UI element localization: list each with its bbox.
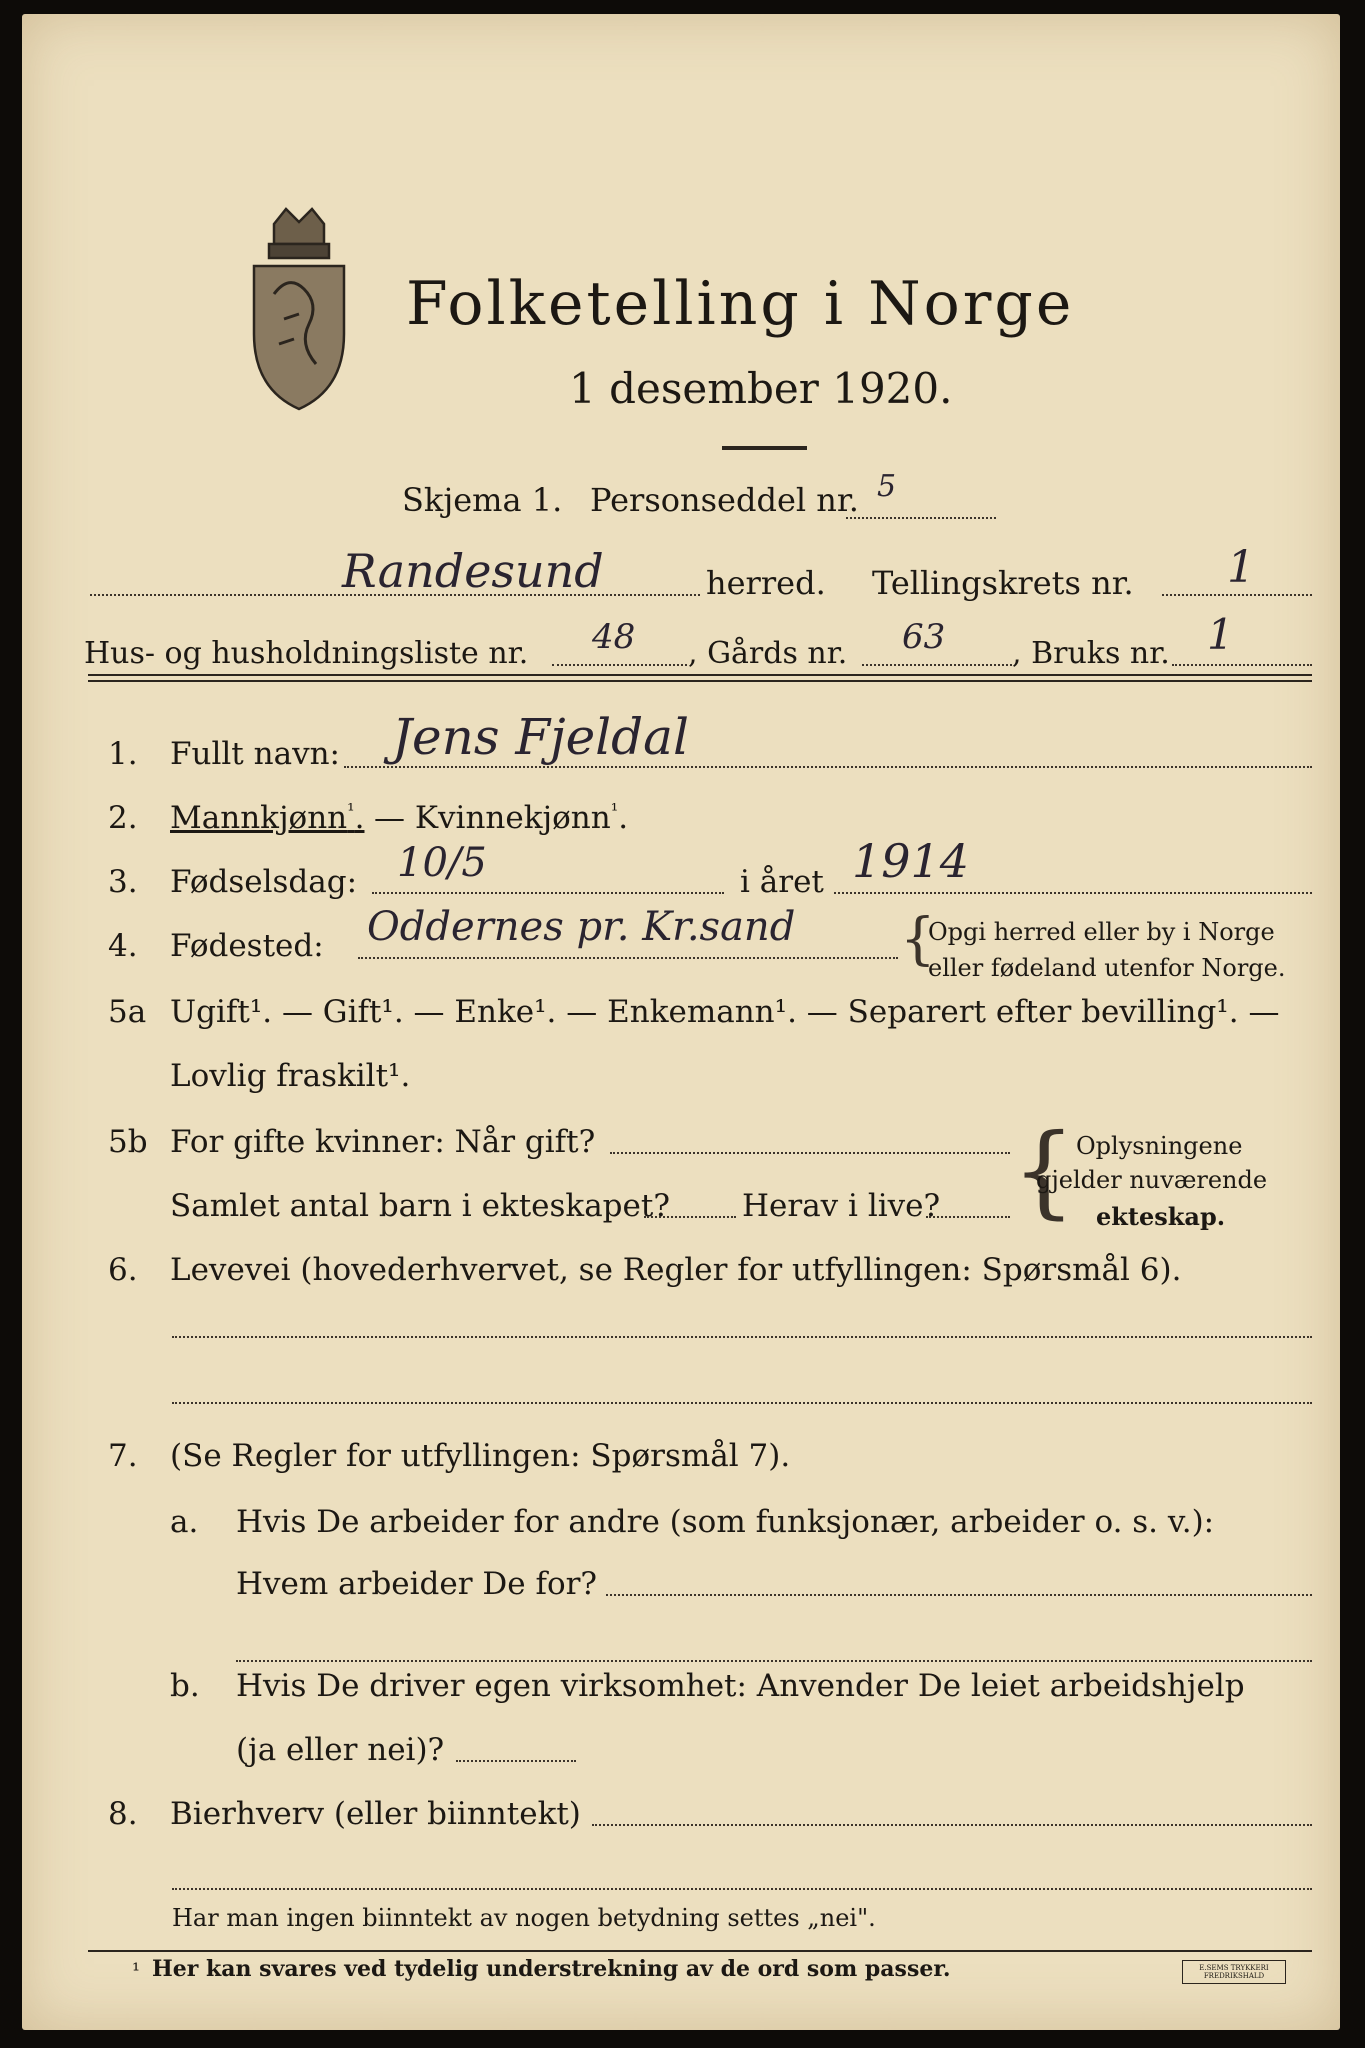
q5b-note-line1: Oplysningene	[1076, 1132, 1243, 1160]
q7a-line2: Hvem arbeider De for?	[236, 1566, 598, 1602]
q6-label: Levevei (hovederhvervet, se Regler for utfyllingen: Spørsmål 6).	[170, 1252, 1182, 1288]
q5a-line1[interactable]: Ugift¹. — Gift¹. — Enke¹. — Enkemann¹. — Separert efter bevilling¹. —	[170, 994, 1280, 1030]
q7b-field-line	[456, 1760, 576, 1762]
q2-mann-text: Mannkjønn	[170, 800, 348, 836]
q5b-note-line3: ekteskap.	[1096, 1202, 1226, 1231]
header-divider-2	[88, 680, 1312, 682]
footnote-mark: ¹	[132, 1958, 141, 1982]
personseddel-field-line	[846, 517, 996, 519]
herred-value[interactable]: Randesund	[342, 544, 604, 598]
q4-label: Fødested:	[170, 928, 324, 964]
q6-field-line-2	[172, 1402, 1312, 1404]
q7a-field-line-2	[236, 1660, 1312, 1662]
q4-field-line	[358, 957, 898, 959]
footnote-text: Her kan svares ved tydelig understrekning av de ord som passer.	[152, 1956, 951, 1982]
q8-field-line-1	[592, 1824, 1312, 1826]
hus-value[interactable]: 48	[592, 617, 636, 657]
gards-field-line	[862, 664, 1012, 666]
personseddel-value[interactable]: 5	[877, 469, 897, 504]
gards-label: , Gårds nr.	[688, 636, 848, 671]
q6-field-line-1	[172, 1336, 1312, 1338]
q5b-line1: For gifte kvinner: Når gift?	[170, 1124, 596, 1160]
hus-field-line	[552, 664, 687, 666]
q7b-number: b.	[170, 1668, 200, 1704]
q5a-number: 5a	[108, 994, 147, 1030]
q2-kvinne-option[interactable]	[374, 800, 628, 836]
tellingskrets-field-line	[1162, 594, 1312, 596]
q4-value[interactable]: Oddernes pr. Kr.sand	[367, 904, 796, 950]
form-title: Folketelling i Norge	[406, 269, 1075, 339]
q5b-line2a: Samlet antal barn i ekteskapet?	[170, 1188, 670, 1224]
header-divider	[88, 674, 1312, 676]
q8-label: Bierhverv (eller biinntekt)	[170, 1796, 581, 1832]
gards-value[interactable]: 63	[902, 617, 946, 657]
skjema-label: Skjema 1.	[402, 481, 563, 519]
q1-label: Fullt navn:	[170, 736, 340, 772]
q3-aar-label: i året	[740, 864, 824, 900]
q5b-line2b: Herav i live?	[742, 1188, 941, 1224]
tellingskrets-label: Tellingskrets nr.	[872, 564, 1134, 602]
q1-value[interactable]: Jens Fjeldal	[392, 708, 689, 766]
bruks-value[interactable]: 1	[1207, 610, 1234, 659]
q4-note-line2: eller fødeland utenfor Norge.	[928, 954, 1286, 982]
q7b-line1: Hvis De driver egen virksomhet: Anvender De leiet arbeidshjelp	[236, 1668, 1245, 1704]
q5a-line2[interactable]: Lovlig fraskilt¹.	[170, 1058, 411, 1094]
q2-separator: .	[354, 800, 365, 836]
q3-field-line	[372, 892, 724, 894]
q8-number: 8.	[108, 1796, 138, 1832]
q4-note-line1: Opgi herred eller by i Norge	[928, 918, 1275, 946]
q2-number: 2.	[108, 800, 138, 836]
footer-note: Har man ingen biinntekt av nogen betydning settes „nei".	[172, 1904, 876, 1932]
q8-field-line-2	[172, 1888, 1312, 1890]
q3-aar-field-line	[834, 892, 1312, 894]
q2-mann-option[interactable]	[170, 800, 364, 836]
q4-number: 4.	[108, 928, 138, 964]
q6-number: 6.	[108, 1252, 138, 1288]
q5b-brace: {	[1012, 1112, 1076, 1229]
q3-number: 3.	[108, 864, 138, 900]
q1-field-line	[344, 766, 1312, 768]
q7-label: (Se Regler for utfyllingen: Spørsmål 7).	[170, 1438, 791, 1474]
bruks-field-line	[1172, 664, 1312, 666]
q5b-live-field-line	[926, 1216, 1010, 1218]
q7-number: 7.	[108, 1438, 138, 1474]
q5b-naar-field-line	[610, 1152, 1010, 1154]
q2-footnote-mark-1: ¹	[347, 800, 355, 822]
q5b-number: 5b	[108, 1124, 148, 1160]
q3-value[interactable]: 10/5	[397, 840, 487, 886]
q2-footnote-mark-2: ¹	[610, 800, 619, 822]
form-date: 1 desember 1920.	[569, 364, 953, 413]
q5b-note-line2: gjelder nuværende	[1036, 1166, 1268, 1194]
bruks-label: , Bruks nr.	[1012, 636, 1170, 671]
title-divider	[722, 446, 807, 450]
q7a-number: a.	[170, 1504, 199, 1540]
q3-aar-value[interactable]: 1914	[852, 834, 970, 888]
q3-label: Fødselsdag:	[170, 864, 358, 900]
q7a-field-line-1	[606, 1594, 1312, 1596]
q7a-line1: Hvis De arbeider for andre (som funksjonær, arbeider o. s. v.):	[236, 1504, 1215, 1540]
q2-separator-2: .	[618, 800, 629, 836]
footer-divider	[88, 1950, 1312, 1952]
q5b-barn-field-line	[644, 1216, 736, 1218]
tellingskrets-value[interactable]: 1	[1227, 542, 1255, 593]
q1-number: 1.	[108, 736, 138, 772]
personseddel-label: Personseddel nr.	[590, 481, 859, 519]
q4-brace: {	[900, 907, 936, 972]
hus-label: Hus- og husholdningsliste nr.	[84, 636, 529, 671]
q2-kvinne-text: — Kvinnekjønn	[374, 800, 611, 836]
coat-of-arms-emblem	[244, 204, 354, 419]
herred-label: herred.	[706, 564, 826, 602]
census-form-sheet	[22, 14, 1340, 2030]
printer-mark: E.SEMS TRYKKERI FREDRIKSHALD	[1182, 1960, 1286, 1984]
q7b-line2: (ja eller nei)?	[236, 1732, 445, 1768]
